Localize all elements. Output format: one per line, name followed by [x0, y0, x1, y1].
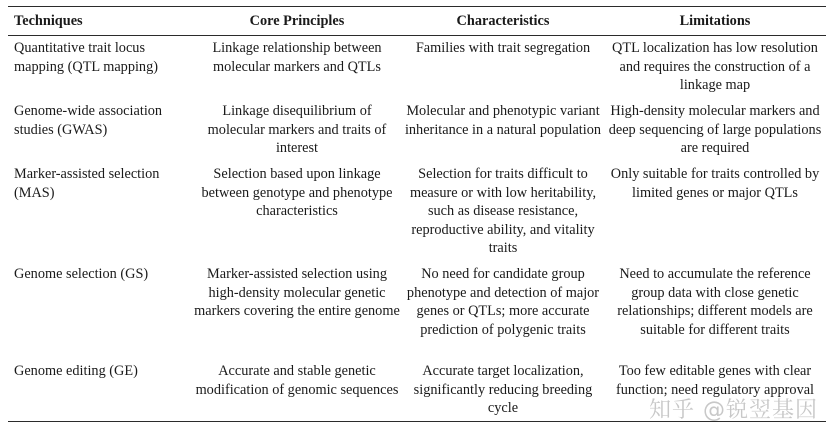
limitations-cell: QTL localization has low resolution and requires the construction of a linkage map: [612, 40, 818, 94]
principle-cell: Linkage disequilibrium of molecular markers and traits of interest: [207, 103, 387, 157]
characteristics-cell: No need for candidate group phenotype and detection of major genes or QTLs; more accurate prediction of polygenic traits: [406, 266, 600, 338]
table-row: [8, 36, 826, 99]
technique-cell: Marker-assisted selection (MAS): [14, 166, 160, 201]
header-limitations: Limitations: [679, 12, 751, 29]
technique-cell: Quantitative trait locus mapping (QTL mapping): [14, 40, 158, 75]
limitations-cell: Only suitable for traits controlled by limited genes or major QTLs: [610, 166, 820, 201]
technique-cell: Genome editing (GE): [14, 363, 138, 379]
watermark: 知乎 @锐翌基因: [649, 398, 818, 423]
principle-cell: Accurate and stable genetic modification of genomic sequences: [195, 363, 399, 398]
technique-cell: Genome-wide association studies (GWAS): [14, 103, 163, 138]
principle-cell: Linkage relationship between molecular markers and QTLs: [212, 40, 382, 75]
characteristics-cell: Selection for traits difficult to measure or with low heritability, such as disease resistance, reproductive ability, and vitality traits: [409, 166, 597, 257]
characteristics-cell: Molecular and phenotypic variant inheritance in a natural population: [404, 103, 602, 138]
characteristics-cell: Families with trait segregation: [415, 40, 591, 56]
header-core-principles: Core Principles: [249, 12, 345, 29]
limitations-cell: Too few editable genes with clear function; need regulatory approval: [615, 363, 815, 398]
table-row: [8, 162, 826, 262]
limitations-cell: Need to accumulate the reference group data with close genetic relationships; different models are suitable for different traits: [617, 266, 813, 338]
principle-cell: Selection based upon linkage between genotype and phenotype characteristics: [201, 166, 393, 220]
comparison-table: [8, 6, 826, 422]
technique-cell: Genome selection (GS): [14, 266, 149, 282]
limitations-cell: High-density molecular markers and deep sequencing of large populations are required: [608, 103, 822, 157]
header-characteristics: Characteristics: [456, 12, 550, 29]
characteristics-cell: Accurate target localization, significantly reducing breeding cycle: [413, 363, 593, 417]
table-header: [8, 7, 826, 35]
principle-cell: Marker-assisted selection using high-density molecular genetic markers covering the entire genome: [194, 266, 400, 320]
header-techniques: Techniques: [14, 12, 83, 29]
table-row: [8, 99, 826, 162]
table-row: [8, 262, 826, 359]
